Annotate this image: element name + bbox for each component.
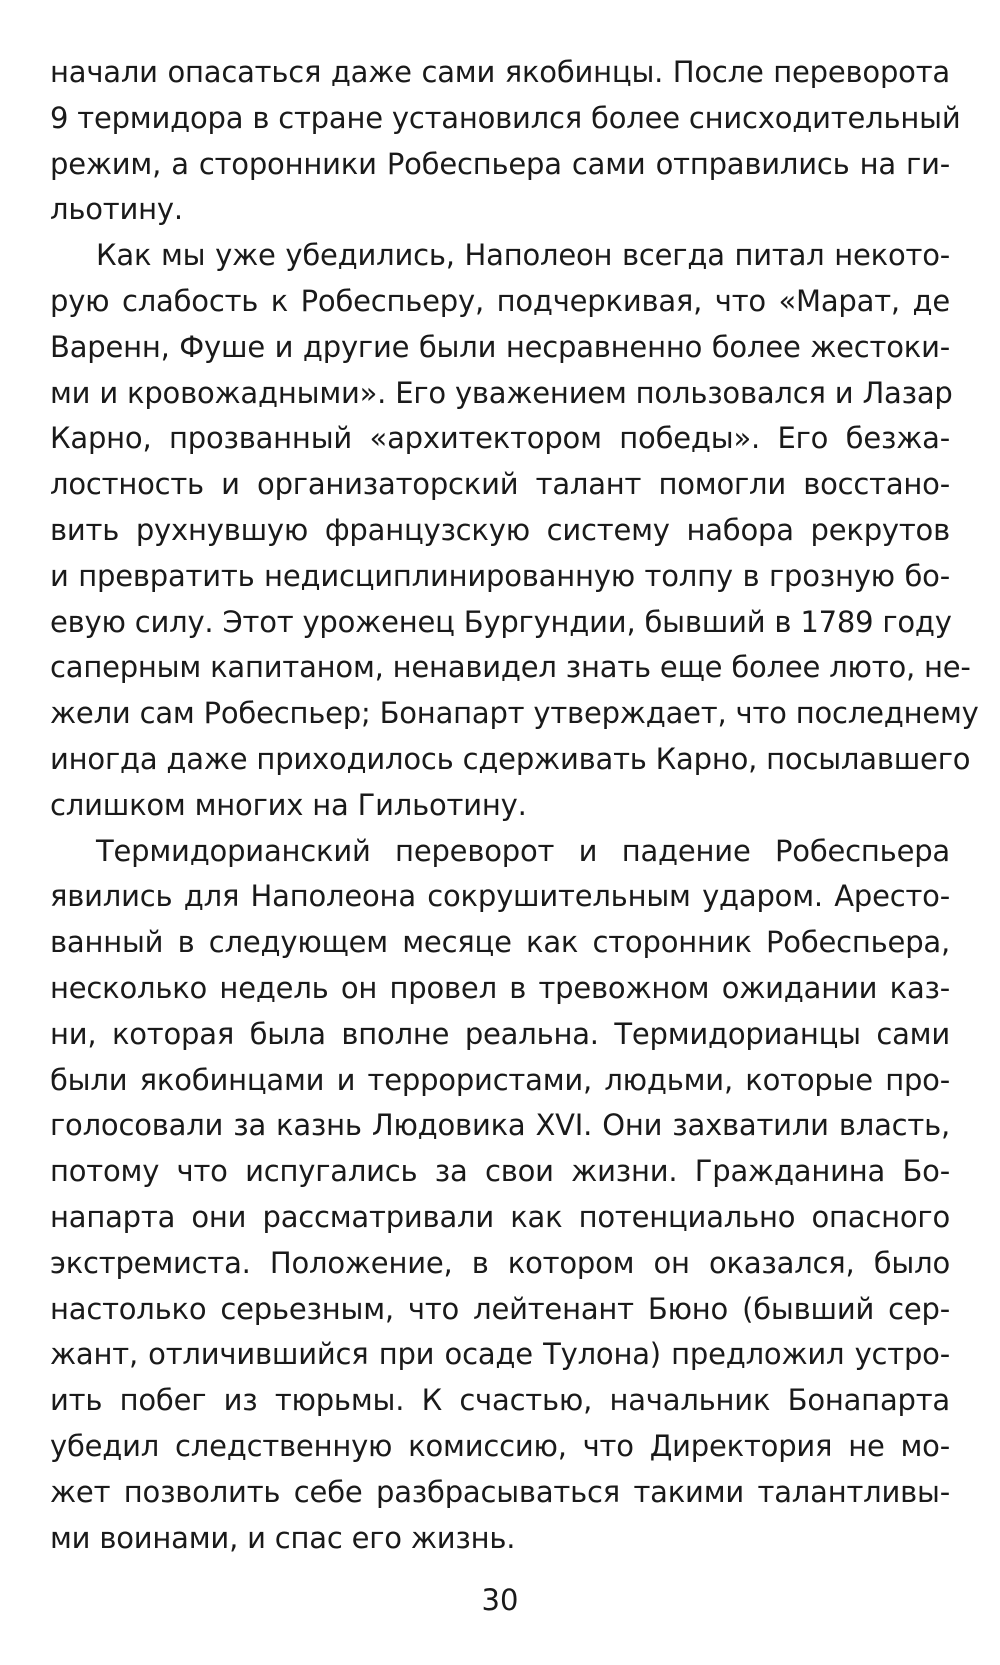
paragraph-1 (50, 50, 961, 233)
text-line: жант, отличившийся при осаде Тулона) предложил устро- (50, 1337, 950, 1372)
text-line: были якобинцами и террористами, людьми, которые про- (50, 1062, 950, 1097)
text-line: убедил следственную комиссию, что Директория не мо- (50, 1428, 950, 1463)
text-line: голосовали за казнь Людовика XVI. Они захватили власть, (50, 1108, 950, 1143)
paragraph-3 (50, 829, 950, 1562)
text-line: вить рухнувшую французскую систему набора рекрутов (50, 512, 950, 547)
text-line: 9 термидора в стране установился более снисходительный (50, 100, 961, 135)
text-line: евую силу. Этот уроженец Бургундии, бывший в 1789 году (50, 604, 952, 639)
text-line: льотину. (50, 192, 183, 227)
text-line: Как мы уже убедились, Наполеон всегда питал некото- (96, 238, 950, 273)
text-line: лостность и организаторский талант помогли восстано- (50, 467, 950, 502)
text-line: жет позволить себе разбрасываться такими талантливы- (50, 1474, 950, 1509)
text-line: рую слабость к Робеспьеру, подчеркивая, что «Марат, де (50, 283, 950, 318)
text-line: ванный в следующем месяце как сторонник Робеспьера, (50, 925, 950, 960)
text-line: ить побег из тюрьмы. К счастью, начальник Бонапарта (50, 1383, 950, 1418)
text-line: саперным капитаном, ненавидел знать еще более люто, не- (50, 650, 971, 685)
text-line: Термидорианский переворот и падение Робеспьера (96, 833, 950, 868)
text-line: режим, а сторонники Робеспьера сами отправились на ги- (50, 146, 950, 181)
text-line: Варенн, Фуше и другие были несравненно более жестоки- (50, 329, 950, 364)
body-text (50, 50, 979, 1561)
text-line: жели сам Робеспьер; Бонапарт утверждает, что последнему (50, 696, 979, 731)
text-line: несколько недель он провел в тревожном ожидании каз- (50, 970, 950, 1005)
text-line: начали опасаться даже сами якобинцы. После переворота (50, 55, 950, 89)
text-line: иногда даже приходилось сдерживать Карно, посылавшего (50, 741, 971, 776)
text-line: Карно, прозванный «архитектором победы». Его безжа- (50, 421, 950, 456)
text-line: экстремиста. Положение, в котором он оказался, было (50, 1245, 950, 1280)
text-line: ми и кровожадными». Его уважением пользовался и Лазар (50, 375, 953, 410)
text-line: потому что испугались за свои жизни. Гражданина Бо- (50, 1154, 950, 1189)
text-line: и превратить недисциплинированную толпу в грозную бо- (50, 558, 950, 593)
text-line: явились для Наполеона сокрушительным ударом. Аресто- (50, 879, 950, 914)
text-line: ни, которая была вполне реальна. Термидорианцы сами (50, 1016, 950, 1051)
text-line: настолько серьезным, что лейтенант Бюно (бывший сер- (50, 1291, 950, 1326)
paragraph-2 (50, 233, 979, 828)
page-number: 30 (481, 1583, 519, 1617)
text-line: напарта они рассматривали как потенциально опасного (50, 1199, 950, 1234)
text-line: слишком многих на Гильотину. (50, 787, 527, 822)
text-line: ми воинами, и спас его жизнь. (50, 1520, 516, 1555)
